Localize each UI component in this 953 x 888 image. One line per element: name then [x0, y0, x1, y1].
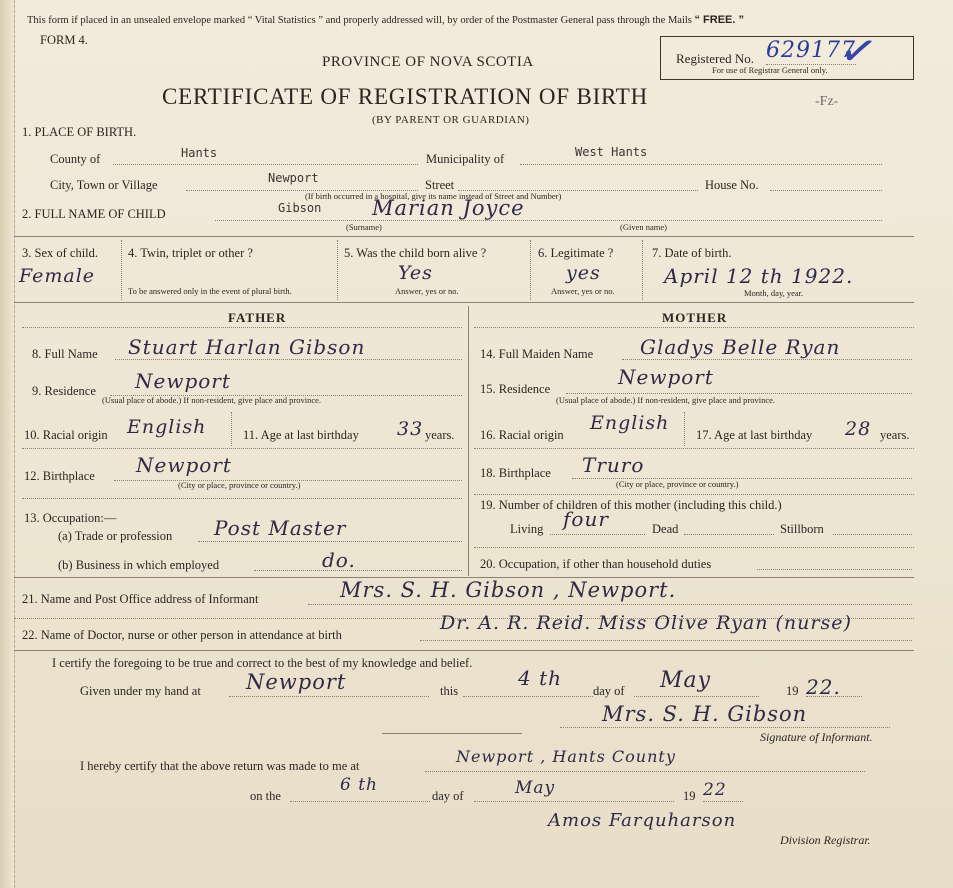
year-value: 22.	[806, 675, 841, 699]
postal-notice-text: This form if placed in an unsealed envelope marked “ Vital Statistics ” and properly addressed will, by order of the Postmaster General pass through the Mails	[27, 15, 692, 26]
given-label: Given under my hand at	[80, 684, 201, 698]
father-birthplace-label: 12. Birthplace	[24, 469, 95, 483]
perforated-edge	[0, 0, 15, 888]
stillborn-line	[833, 534, 912, 535]
child-given-name: Marian Joyce	[372, 196, 525, 220]
legit-caption: Answer, yes or no.	[551, 286, 615, 296]
dead-line	[684, 534, 774, 535]
col-divider	[337, 240, 338, 300]
county-line	[113, 164, 418, 165]
year-line	[806, 696, 862, 697]
certificate-subtitle: (BY PARENT OR GUARDIAN)	[372, 114, 530, 126]
informant-value: Mrs. S. H. Gibson , Newport.	[340, 578, 677, 602]
father-residence-caption: (Usual place of abode.) If non-resident, give place and province.	[102, 395, 322, 405]
father-years-label: years.	[425, 428, 455, 442]
registrar-day-of-label: day of	[432, 789, 464, 803]
children-label: 19. Number of children of this mother (including this child.)	[480, 498, 782, 512]
alive-caption: Answer, yes or no.	[395, 286, 459, 296]
col-divider	[684, 412, 685, 446]
father-name-label: 8. Full Name	[32, 347, 98, 361]
mother-birthplace-caption: (City or place, province or country.)	[616, 479, 739, 489]
trade-label: (a) Trade or profession	[58, 529, 173, 543]
day-value: 4 th	[518, 666, 562, 690]
month-value: May	[660, 668, 712, 693]
father-birthplace-value: Newport	[136, 453, 232, 477]
father-occupation-label: 13. Occupation:—	[24, 511, 117, 525]
informant-label: 21. Name and Post Office address of Informant	[22, 592, 259, 606]
postal-notice	[27, 15, 744, 27]
father-name-value: Stuart Harlan Gibson	[128, 335, 366, 359]
row-rule	[474, 448, 914, 449]
father-birthplace-caption: (City or place, province or country.)	[178, 480, 301, 490]
mother-residence-caption: (Usual place of abode.) If non-resident, give place and province.	[556, 395, 776, 405]
registrar-year-line	[703, 801, 743, 802]
sex-label: 3. Sex of child.	[22, 246, 99, 260]
row-divider	[14, 650, 914, 651]
registrar-place-line	[425, 771, 865, 772]
living-value: four	[563, 507, 609, 531]
col-divider	[530, 240, 531, 300]
dob-label: 7. Date of birth.	[652, 246, 732, 260]
father-age-label: 11. Age at last birthday	[243, 428, 359, 442]
mother-residence-label: 15. Residence	[480, 382, 551, 396]
child-name-label: 2. FULL NAME OF CHILD	[22, 207, 166, 221]
mother-name-value: Gladys Belle Ryan	[640, 335, 841, 359]
form-number: FORM 4.	[40, 33, 88, 47]
registrar-day-line	[290, 801, 430, 802]
house-line	[770, 190, 882, 191]
row-rule	[22, 498, 462, 499]
child-surname: Gibson	[278, 201, 322, 215]
registrar-text: I hereby certify that the above return was made to me at	[80, 759, 360, 773]
sex-value: Female	[19, 265, 96, 287]
trade-value: Post Master	[214, 516, 347, 540]
province-heading: PROVINCE OF NOVA SCOTIA	[322, 54, 534, 70]
mother-name-label: 14. Full Maiden Name	[480, 347, 594, 361]
mother-name-line	[622, 359, 912, 360]
day-of-label: day of	[593, 684, 625, 698]
registrar-caption: Division Registrar.	[780, 833, 871, 847]
mother-heading: MOTHER	[662, 310, 728, 325]
father-residence-value: Newport	[135, 369, 231, 393]
dob-caption: Month, day, year.	[744, 288, 804, 298]
col-divider	[231, 412, 232, 446]
father-name-line	[115, 359, 462, 360]
signature-line	[560, 727, 890, 728]
father-age-value: 33	[397, 418, 424, 440]
business-line	[254, 570, 462, 571]
this-label: this	[440, 684, 459, 698]
registrar-note: For use of Registrar General only.	[712, 65, 828, 75]
col-divider	[121, 240, 122, 300]
row-rule	[474, 494, 914, 495]
check-mark-icon: ✓	[835, 22, 882, 81]
doctor-value: Dr. A. R. Reid. Miss Olive Ryan (nurse)	[440, 612, 852, 634]
city-value: Newport	[268, 171, 319, 185]
alive-value: Yes	[398, 262, 433, 284]
surname-caption: (Surname)	[346, 222, 382, 232]
row-rule	[474, 547, 914, 548]
dob-value: April 12 th 1922.	[664, 264, 854, 288]
signature-caption: Signature of Informant.	[760, 730, 873, 744]
living-line	[550, 534, 645, 535]
day-line	[463, 696, 593, 697]
dead-label: Dead	[652, 522, 679, 536]
registrar-year-value: 22	[703, 780, 727, 800]
registrar-month-value: May	[515, 778, 556, 798]
informant-signature: Mrs. S. H. Gibson	[602, 702, 808, 726]
mother-years-label: years.	[880, 428, 910, 442]
mother-occupation-line	[757, 569, 912, 570]
mother-birthplace-label: 18. Birthplace	[480, 466, 551, 480]
place-heading: 1. PLACE OF BIRTH.	[22, 125, 137, 139]
business-label: (b) Business in which employed	[58, 558, 220, 572]
row-rule	[22, 448, 462, 449]
mother-rule	[474, 327, 914, 328]
child-name-line	[215, 220, 882, 221]
alive-label: 5. Was the child born alive ?	[344, 246, 487, 260]
mother-residence-value: Newport	[618, 365, 714, 389]
county-label: County of	[50, 152, 101, 166]
mother-age-label: 17. Age at last birthday	[696, 428, 813, 442]
parents-divider	[468, 306, 469, 576]
father-racial-value: English	[127, 416, 207, 438]
row-divider	[14, 302, 914, 303]
registrar-on-label: on the	[250, 789, 281, 803]
row-divider	[14, 236, 914, 237]
ink-mark: -Fz-	[815, 94, 839, 109]
county-value: Hants	[181, 146, 218, 160]
city-label: City, Town or Village	[50, 178, 158, 192]
registrar-year-prefix: 19	[683, 789, 696, 803]
given-place-value: Newport	[246, 670, 347, 694]
father-racial-label: 10. Racial origin	[24, 428, 108, 442]
mother-birthplace-value: Truro	[582, 453, 645, 477]
stillborn-label: Stillborn	[780, 522, 824, 536]
father-residence-label: 9. Residence	[32, 384, 96, 398]
doctor-line	[420, 640, 912, 641]
year-prefix: 19	[786, 684, 799, 698]
given-caption: (Given name)	[620, 222, 667, 232]
house-label: House No.	[705, 178, 759, 192]
trade-line	[198, 541, 462, 542]
twin-label: 4. Twin, triplet or other ?	[128, 246, 253, 260]
municipality-label: Municipality of	[426, 152, 505, 166]
mother-racial-value: English	[590, 412, 670, 434]
municipality-line	[520, 164, 882, 165]
legit-value: yes	[566, 262, 601, 284]
registrar-day-value: 6 th	[340, 775, 378, 795]
legit-label: 6. Legitimate ?	[538, 246, 614, 260]
municipality-value: West Hants	[575, 145, 648, 159]
doctor-label: 22. Name of Doctor, nurse or other person in attendance at birth	[22, 628, 342, 642]
mother-occupation-label: 20. Occupation, if other than household duties	[480, 557, 712, 571]
registrar-place-value: Newport , Hants County	[456, 747, 676, 766]
street-label: Street	[425, 178, 455, 192]
mother-racial-label: 16. Racial origin	[480, 428, 564, 442]
short-rule	[382, 733, 522, 734]
hospital-note: (If birth occurred in a hospital, give its name instead of Street and Number)	[305, 191, 562, 201]
registered-label: Registered No.	[676, 51, 754, 66]
living-label: Living	[510, 522, 544, 536]
father-heading: FATHER	[228, 310, 287, 325]
business-value: do.	[322, 548, 356, 572]
registrar-month-line	[474, 801, 674, 802]
col-divider	[642, 240, 643, 300]
mother-age-value: 28	[845, 418, 872, 440]
free-label: “ FREE. ”	[694, 14, 745, 26]
month-line	[634, 696, 759, 697]
registered-number: 629177	[766, 38, 856, 63]
certify-text: I certify the foregoing to be true and correct to the best of my knowledge and belief.	[52, 656, 473, 670]
twin-note: To be answered only in the event of plural birth.	[128, 286, 292, 296]
given-place-line	[229, 696, 429, 697]
certificate-title: CERTIFICATE OF REGISTRATION OF BIRTH	[162, 84, 649, 109]
registrar-signature: Amos Farquharson	[548, 810, 737, 831]
mother-residence-line	[566, 393, 912, 394]
informant-line	[308, 604, 912, 605]
father-rule	[22, 327, 462, 328]
